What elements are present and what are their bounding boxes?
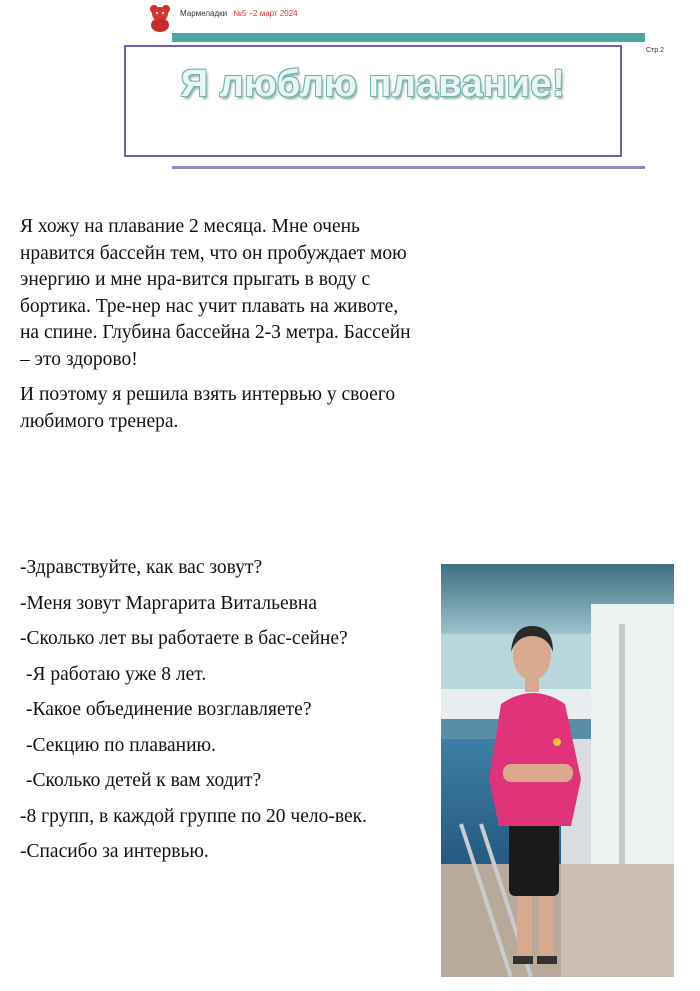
interview-line: -Какое объединение возглавляете? bbox=[26, 699, 312, 720]
masthead bbox=[180, 9, 298, 18]
interview-line: -8 групп, в каждой группе по 20 чело-век. bbox=[20, 805, 367, 827]
title-underline bbox=[172, 166, 645, 169]
issue-info: №5 –2 март 2024 bbox=[233, 9, 298, 18]
coach-photo bbox=[441, 564, 674, 977]
intro-text bbox=[20, 214, 420, 444]
interview-line: -Секцию по плаванию. bbox=[26, 734, 216, 756]
interview-line: -Сколько лет вы работаете в бас-сейне? bbox=[20, 628, 348, 649]
interview-line: -Меня зовут Маргарита Витальевна bbox=[20, 592, 318, 614]
interview-line: -Я работаю уже 8 лет. bbox=[26, 663, 207, 685]
page-title: Я люблю плавание! bbox=[180, 63, 566, 105]
intro-paragraph: Я хожу на плавание 2 месяца. Мне очень нравится бассейн тем, что он пробуждает мою энергию и мне нра-вится прыгать в воду с бортика. Тре-нер нас учит плавать на животе, на спине. Глубина бассейна 2-3 метра. Бассейн – это здорово! bbox=[20, 216, 411, 370]
header-bar bbox=[172, 33, 645, 42]
interview-line: -Здравствуйте, как вас зовут? bbox=[20, 557, 263, 578]
title-box bbox=[124, 45, 622, 157]
page-number: Стр.2 bbox=[646, 47, 664, 54]
newspaper-name: Мармеладки bbox=[180, 9, 228, 18]
interview-line: -Спасибо за интервью. bbox=[20, 841, 209, 862]
interview bbox=[20, 555, 440, 875]
interview-line: -Сколько детей к вам ходит? bbox=[26, 770, 262, 791]
gummy-bear-icon bbox=[148, 4, 172, 32]
intro-paragraph: И поэтому я решила взять интервью у своего любимого тренера. bbox=[20, 384, 396, 432]
